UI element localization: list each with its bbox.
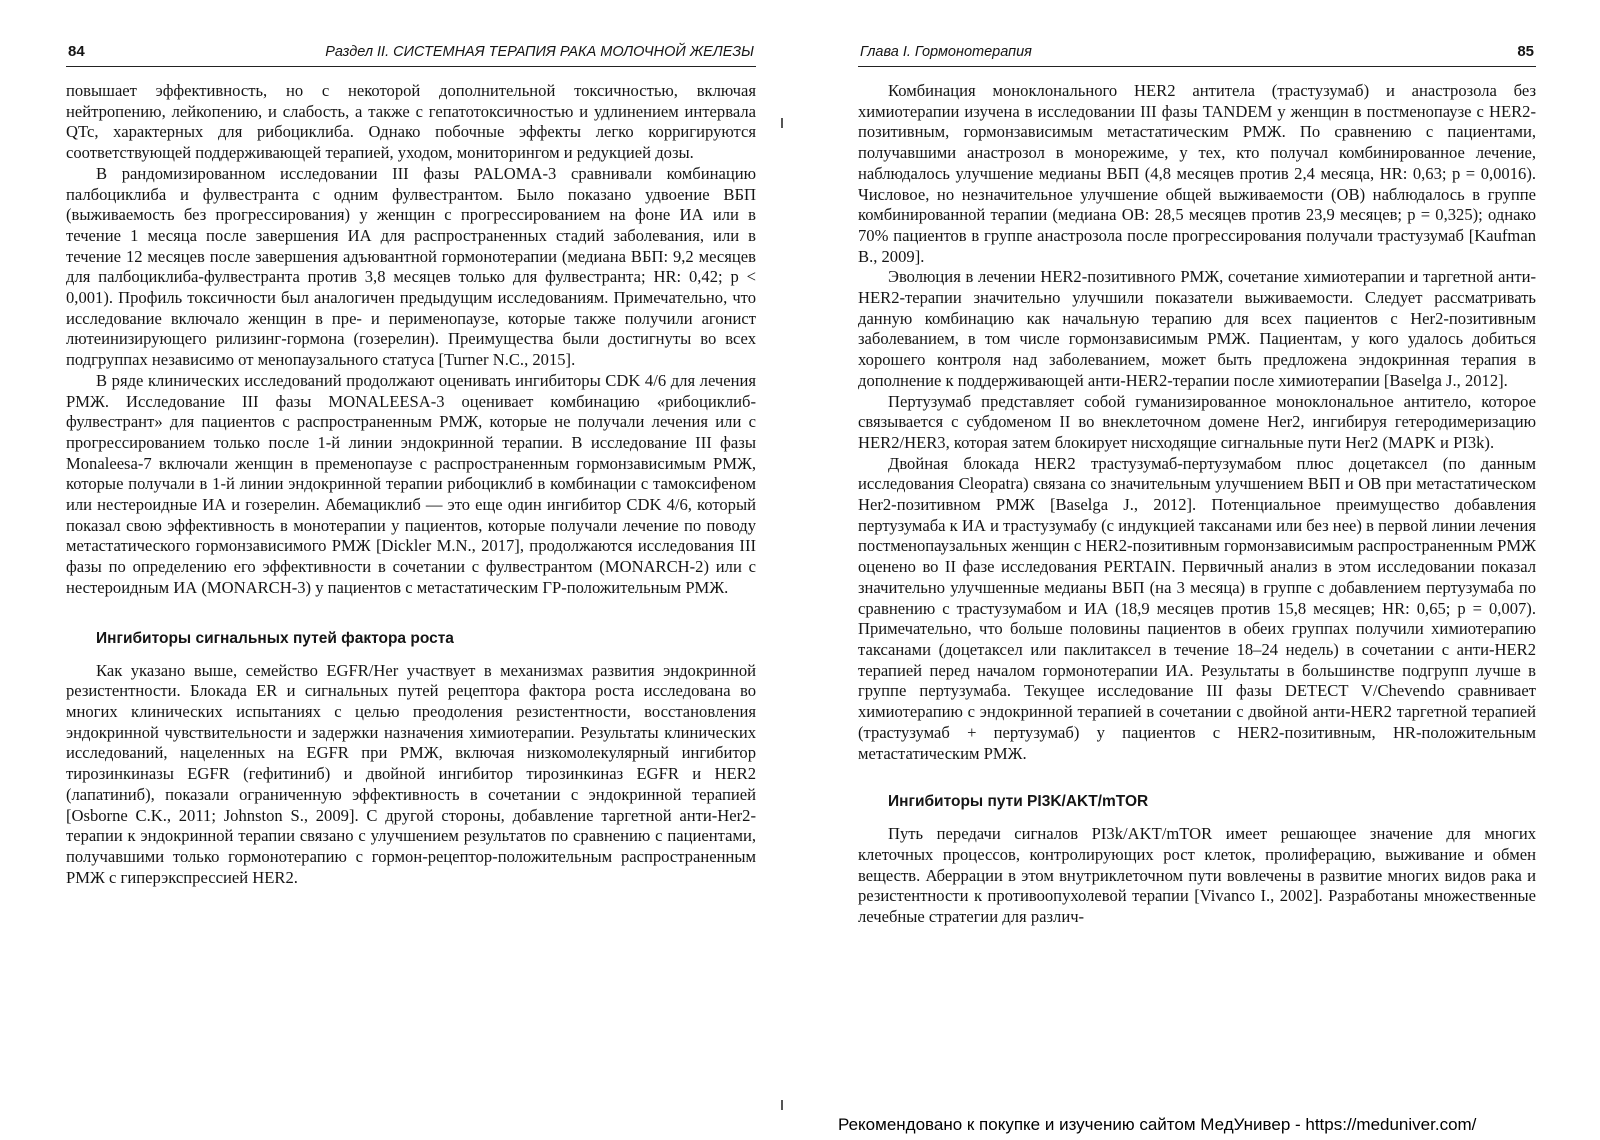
paragraph: Как указано выше, семейство EGFR/Her участвует в механизмах развития эндокринной резистентности. Блокада ER и сигнальных путей рецептора фактора роста исследована во многих клинических испытаниях с целью преодоления резистентности, восстановления эндокринной чувствительности и задержки назначения химиотерапии. Результаты клинических исследований, нацеленных на EGFR при РМЖ, включая низкомолекулярный ингибитор тирозинкиназы EGFR (гефитиниб) и двойной ингибитор тирозинкиназ EGFR и HER2 (лапатиниб), показали ограниченную эффективность в сочетании с эндокринной терапией [Osborne C.K., 2011; Johnston S., 2009]. С другой стороны, добавление таргетной анти-Her2-терапии к эндокринной терапии связано с улучшением результатов по сравнению с пациентами, получавшими только гормонотерапию с гормон-рецептор-положительным распространенным РМЖ с гиперэкспрессией HER2. (66, 660, 756, 887)
page-number: 84 (68, 43, 85, 60)
left-page-header (66, 40, 756, 67)
paragraph: повышает эффективность, но с некоторой дополнительной токсичностью, включая нейтропению, лейкопению, и слабость, а также с гепатотоксичностью и удлинением интервала QTc, характерных для рибоциклиба. Однако побочные эффекты легко корригируются соответствующей поддерживающей терапией, уходом, мониторингом и редукцией дозы. (66, 81, 756, 163)
right-page (858, 40, 1536, 928)
paragraph: Двойная блокада HER2 трастузумаб-пертузумабом плюс доцетаксел (по данным исследования Cleopatra) связана со значительным улучшением ВБП и ОВ при метастатическом Her2-позитивном РМЖ [Baselga J., 2012]. Потенциальное преимущество добавления пертузумаба к ИА и трастузумабу (с индукцией таксанами или без нее) в первой линии лечения постменопаузальных женщин с HER2-позитивным гормонзависимым распространенным РМЖ оценено во II фазе исследования PERTAIN. Первичный анализ в этом исследовании показал значительно улучшенные медианы ВБП (на 3 месяца) в группе с добавлением пертузумаба по сравнению с трастузумабом и ИА (18,9 месяцев против 15,8 месяцев; HR: 0,65; p = 0,007). Примечательно, что больше половины пациентов в обеих группах получили химиотерапию таксанами (доцетаксел или паклитаксел в течение 18–24 недель) в сочетании с анти-HER2 терапией перед началом гормонотерапии ИА. Результаты в большинстве подгрупп лучше в группе пертузумаба. Текущее исследование III фазы DETECT V/Chevendo сравнивает химиотерапию с эндокринной терапией в сочетании с двойной анти-HER2 таргетной терапией (трастузумаб + пертузумаб) у пациентов с HER2-позитивным, HR-положительным метастатическим РМЖ. (858, 453, 1536, 763)
paragraph: Путь передачи сигналов PI3k/AKT/mTOR имеет решающее значение для многих клеточных процессов, контролирующих рост клеток, пролиферацию, выживание и обмен веществ. Аберрации в этом внутриклеточном пути вовлечены в развитие многих видов рака и резистентности к противоопухолевой терапии [Vivanco I., 2002]. Разработаны множественные лечебные стратегии для различ- (858, 824, 1536, 927)
gutter-mark (781, 1100, 783, 1110)
gutter-mark (781, 118, 783, 128)
right-page-body (858, 81, 1536, 928)
paragraph: Эволюция в лечении HER2-позитивного РМЖ, сочетание химиотерапии и таргетной анти-HER2-терапии значительно улучшили показатели выживаемости. Следует рассматривать данную комбинацию как начальную терапию для всех пациентов с Her2-позитивным заболеванием, в том числе гормонзависимым РМЖ. Пациентам, у кого удалось добиться хорошего контроля над заболеванием, может быть предложена эндокринная терапия в дополнение к поддерживающей анти-HER2-терапии после химиотерапии [Baselga J., 2012]. (858, 267, 1536, 390)
section-heading: Ингибиторы пути PI3K/AKT/mTOR (888, 793, 1149, 811)
paragraph: В рандомизированном исследовании III фазы PALOMA-3 сравнивали комбинацию палбоциклиба и фулвестранта с одним фулвестрантом. Было показано удвоение ВБП (выживаемость без прогрессирования) у женщин с прогрессированием на фоне ИА или в течение 1 месяца после завершения ИА для распространенных стадий заболевания, или в течение 12 месяцев после завершения адъювантной гормонотерапии (медиана ВБП: 9,2 месяцев для палбоциклиба-фулвестранта против 3,8 месяцев только для фулвестранта; HR: 0,42; p < 0,001). Профиль токсичности был аналогичен предыдущим исследованиям. Примечательно, что исследование включало женщин в пре- и перименопаузе, которые также получили агонист лютеинизирующего рилизинг-гормона (гозерелин). Преимущества были достигнуты во всех подгруппах независимо от менопаузального статуса [Turner N.C., 2015]. (66, 163, 756, 370)
paragraph: Пертузумаб представляет собой гуманизированное моноклональное антитело, которое связывается с субдоменом II во внеклеточном домене Her2, ингибируя гетеродимеризацию HER2/HER3, которая затем блокирует нисходящие сигнальные пути Her2 (MAPK и PI3k). (858, 391, 1536, 452)
running-head: Глава I. Гормонотерапия (860, 44, 1032, 60)
paragraph: В ряде клинических исследований продолжают оценивать ингибиторы CDK 4/6 для лечения РМЖ. Исследование III фазы MONALEESA-3 оценивает комбинацию «рибоциклиб-фулвестрант» для пациентов с распространенным РМЖ, которые не получали лечения или с прогрессированием только после 1-й линии эндокринной терапии. В исследование III фазы Monaleesa-7 включали женщин в пременопаузе с распространенным гормонзависимым РМЖ, которые получали в 1-й линии эндокринной терапии рибоциклиб в комбинации с тамоксифеном или нестероидные ИА и гозерелин. Абемациклиб — это еще один ингибитор CDK 4/6, который показал свою эффективность в монотерапии у пациентов, которые получали лечение по поводу метастатического гормонзависимого РМЖ [Dickler M.N., 2017], продолжаются исследования III фазы по определению его эффективности в сочетании с фулвестрантом (MONARCH-2) или с нестероидным ИА (MONARCH-3) у пациентов с метастатическим ГР-положительным РМЖ. (66, 370, 756, 597)
page-number: 85 (1517, 43, 1534, 60)
footer-watermark: Рекомендовано к покупке и изучению сайтом МедУнивер - https://meduniver.com/ (838, 1115, 1477, 1134)
left-page (66, 40, 756, 888)
paragraph: Комбинация моноклонального HER2 антитела (трастузумаб) и анастрозола без химиотерапии изучена в исследовании III фазы TANDEM у женщин в постменопаузе с HER2-позитивным, гормонзависимым метастатическим РМЖ. По сравнению с пациентами, получавшими анастрозол в монорежиме, у тех, кто получал комбинированное лечение, наблюдалось улучшение медианы ВБП (4,8 месяцев против 2,4 месяца, HR: 0,63; p = 0,0016). Числовое, но незначительное улучшение общей выживаемости (ОВ) наблюдалось в группе комбинированной терапии (медиана ОВ: 28,5 месяцев против 23,9 месяцев; p = 0,325); однако 70% пациентов в группе анастрозола после прогрессирования получали трастузумаб [Kaufman B., 2009]. (858, 81, 1536, 266)
right-page-header (858, 40, 1536, 67)
left-page-body (66, 81, 756, 888)
running-head: Раздел II. СИСТЕМНАЯ ТЕРАПИЯ РАКА МОЛОЧНОЙ ЖЕЛЕЗЫ (325, 44, 754, 60)
section-heading: Ингибиторы сигнальных путей фактора роста (96, 629, 454, 647)
